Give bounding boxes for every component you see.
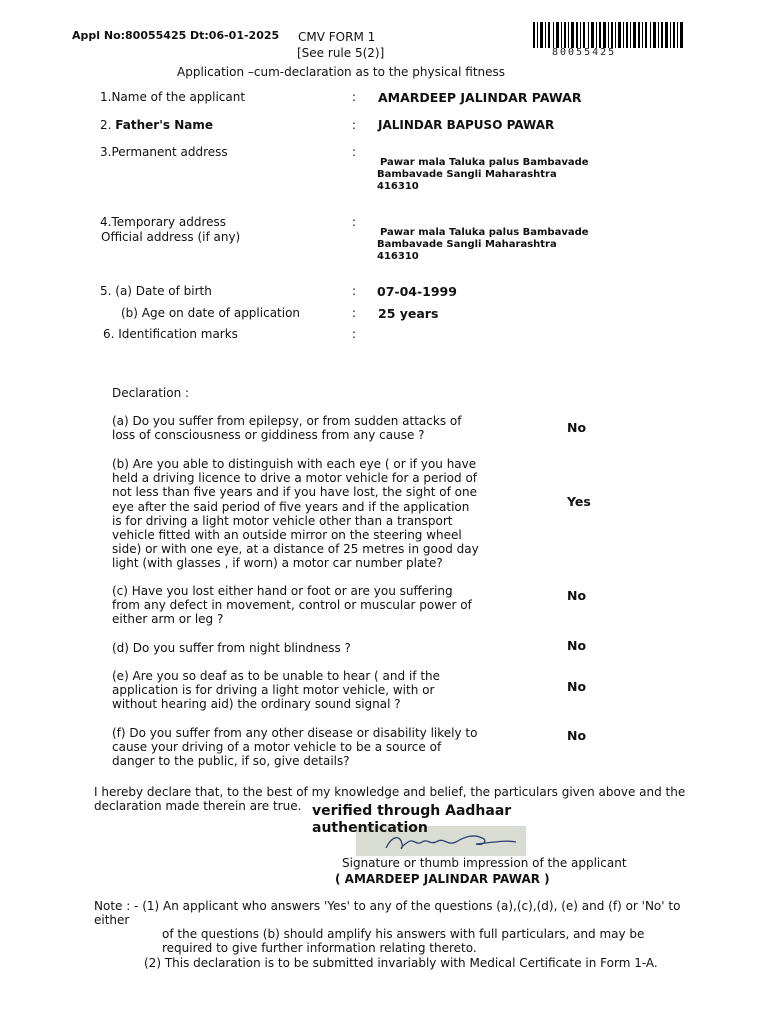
permanent-address-line-2: Bambavade Sangli Maharashtra <box>377 169 557 180</box>
age-value: 25 years <box>378 306 439 321</box>
answer-b: Yes <box>567 494 591 509</box>
rule-reference: [See rule 5(2)] <box>297 46 385 60</box>
official-address-label: Official address (if any) <box>101 230 241 244</box>
note-line-4: required to give further information relating thereto. <box>162 941 477 955</box>
page-title: Application –cum-declaration as to the physical fitness <box>177 65 506 79</box>
declaration-question-a: (a) Do you suffer from epilepsy, or from sudden attacks of loss of consciousness or giddiness from any cause ? <box>112 414 462 443</box>
colon: : <box>352 90 357 104</box>
temporary-address-line-3: 416310 <box>377 251 419 262</box>
permanent-address-line-1: Pawar mala Taluka palus Bambavade <box>380 157 589 168</box>
colon: : <box>352 284 357 298</box>
answer-f: No <box>567 728 587 743</box>
signature-name: ( AMARDEEP JALINDAR PAWAR ) <box>335 872 550 886</box>
declaration-question-f: (f) Do you suffer from any other disease or disability likely to cause your driving of a motor vehicle to be a source of danger to the public, if so, give details? <box>112 726 478 769</box>
note-line-5: (2) This declaration is to be submitted invariably with Medical Certificate in Form 1-A. <box>144 956 658 970</box>
colon: : <box>352 145 357 159</box>
permanent-address-label: 3.Permanent address <box>100 145 228 159</box>
temporary-address-label: 4.Temporary address <box>100 215 227 229</box>
application-date: Dt:06-01-2025 <box>190 29 280 42</box>
temporary-address-line-1: Pawar mala Taluka palus Bambavade <box>380 227 589 238</box>
date-of-birth: 07-04-1999 <box>377 284 457 299</box>
name-label: 1.Name of the applicant <box>100 90 246 104</box>
declaration-question-b: (b) Are you able to distinguish with each eye ( or if you have held a driving licence to drive a motor vehicle for a period of not less than five years and if you have lost, the sight of one eye after the said period of five years and if the application is for driving a light motor vehicle other than a transport vehicle fitted with an outside mirror on the steering wheel side) or with one eye, at a distance of 25 metres in good day light (with glasses , if worn) a motor car number plate? <box>112 457 479 571</box>
declaration-statement-line-2: declaration made therein are true. <box>94 799 302 813</box>
identification-marks-label: 6. Identification marks <box>103 327 238 341</box>
declaration-statement-line-1: I hereby declare that, to the best of my knowledge and belief, the particulars given above and the <box>94 785 686 799</box>
father-label-text: Father's Name <box>115 118 213 132</box>
field-number: 2. <box>100 118 112 132</box>
declaration-heading: Declaration : <box>112 386 190 400</box>
applicant-name: AMARDEEP JALINDAR PAWAR <box>378 90 582 105</box>
age-label: (b) Age on date of application <box>121 306 301 320</box>
answer-c: No <box>567 588 587 603</box>
barcode-number: 80055425 <box>552 47 617 58</box>
temporary-address-line-2: Bambavade Sangli Maharashtra <box>377 239 557 250</box>
verified-line-1: verified through Aadhaar <box>312 803 512 819</box>
answer-e: No <box>567 679 587 694</box>
colon: : <box>352 215 357 229</box>
verified-line-2: authentication <box>312 820 428 836</box>
declaration-question-e: (e) Are you so deaf as to be unable to hear ( and if the application is for driving a light motor vehicle, with or without hearing aid) the ordinary sound signal ? <box>112 669 441 712</box>
answer-a: No <box>567 420 587 435</box>
declaration-question-c: (c) Have you lost either hand or foot or are you suffering from any defect in movement, control or muscular power of either arm or leg ? <box>112 584 472 627</box>
father-name-label <box>100 118 213 132</box>
form-title: CMV FORM 1 <box>298 30 376 44</box>
note-line-3: of the questions (b) should amplify his answers with full particulars, and may be <box>162 927 645 941</box>
permanent-address-line-3: 416310 <box>377 181 419 192</box>
signature-caption: Signature or thumb impression of the applicant <box>342 856 627 870</box>
application-number: Appl No:80055425 <box>72 29 187 42</box>
note-line-1: Note : - (1) An applicant who answers 'Yes' to any of the questions (a),(c),(d), (e) and (f) or 'No' to <box>94 899 681 913</box>
colon: : <box>352 306 357 320</box>
note-line-2: either <box>94 913 130 927</box>
declaration-question-d: (d) Do you suffer from night blindness ? <box>112 641 351 655</box>
answer-d: No <box>567 638 587 653</box>
colon: : <box>352 327 357 341</box>
barcode <box>533 22 685 48</box>
father-name: JALINDAR BAPUSO PAWAR <box>378 118 555 132</box>
colon: : <box>352 118 357 132</box>
dob-label: 5. (a) Date of birth <box>100 284 212 298</box>
